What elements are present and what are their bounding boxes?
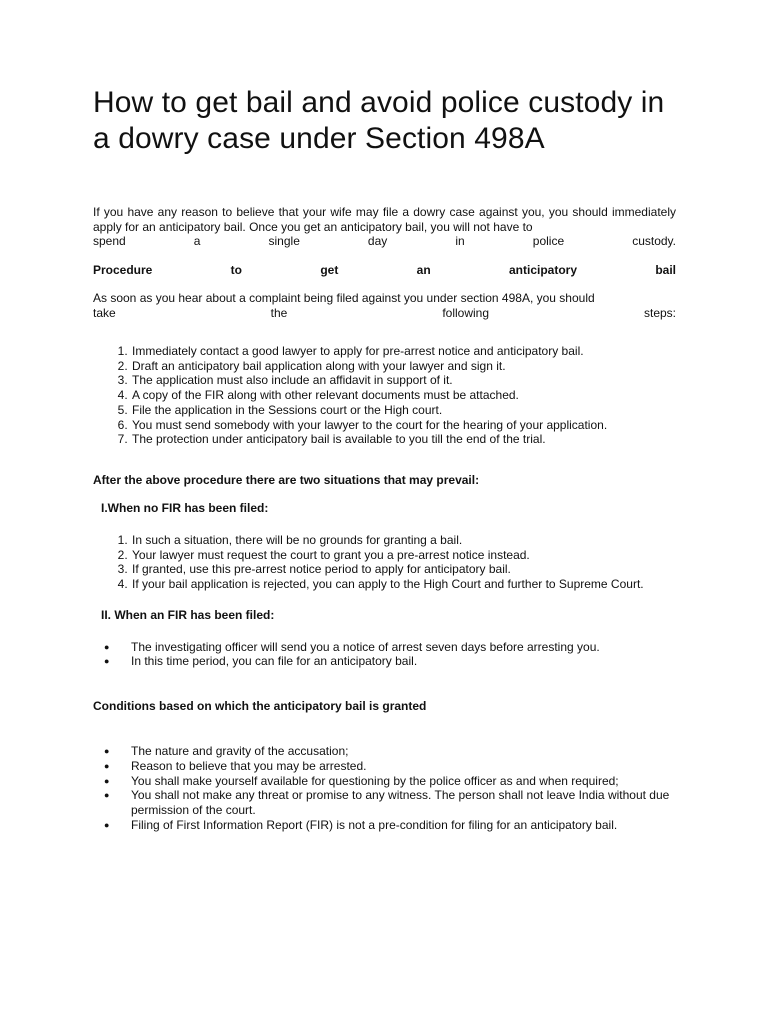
conditions-list: [93, 744, 676, 832]
procedure-heading: Procedure to get an anticipatory bail: [93, 262, 676, 277]
conditions-heading: Conditions based on which the anticipatory bail is granted: [93, 699, 427, 714]
list-item: 4. If your bail application is rejected, you can apply to the High Court and further to Supreme Court.: [131, 577, 676, 592]
bullet-icon: ●: [104, 656, 110, 667]
list-item-text: Filing of First Information Report (FIR) is not a pre-condition for filing for an anticipatory bail.: [131, 817, 618, 832]
list-item-text: Reason to believe that you may be arrested.: [131, 758, 367, 773]
soon-text: As soon as you hear about a complaint being filed against you under section 498A, you should: [93, 291, 595, 305]
list-item: 6. You must send somebody with your lawyer to the court for the hearing of your application.: [131, 418, 676, 433]
no-fir-heading: I.When no FIR has been filed:: [101, 500, 269, 515]
intro-text-last-line: spend a single day in police custody.: [93, 234, 676, 248]
fir-filed-heading: II. When an FIR has been filed:: [101, 607, 275, 622]
list-item: 1. Immediately contact a good lawyer to apply for pre-arrest notice and anticipatory bail.: [131, 344, 676, 359]
intro-paragraph: [93, 205, 676, 249]
intro-text: If you have any reason to believe that your wife may file a dowry case against you, you should immediately apply for an anticipatory bail. Once you get an anticipatory bail, you will not have to: [93, 205, 676, 234]
list-item: 3. The application must also include an affidavit in support of it.: [131, 373, 676, 388]
soon-paragraph: [93, 291, 676, 320]
page-title: How to get bail and avoid police custody in a dowry case under Section 498A: [93, 86, 665, 155]
list-item: 1. In such a situation, there will be no grounds for granting a bail.: [131, 533, 676, 548]
list-item: [104, 788, 676, 817]
bullet-icon: ●: [104, 775, 110, 786]
list-item-text: You shall make yourself available for questioning by the police officer as and when required;: [131, 773, 619, 788]
list-item: 2. Draft an anticipatory bail application along with your lawyer and sign it.: [131, 359, 676, 374]
fir-filed-list: [93, 640, 676, 669]
steps-list: [93, 344, 676, 447]
list-item: 3. If granted, use this pre-arrest notice period to apply for anticipatory bail.: [131, 562, 676, 577]
bullet-icon: ●: [104, 760, 110, 771]
no-fir-list: [93, 533, 676, 592]
list-item: [104, 639, 676, 655]
list-item: 5. File the application in the Sessions court or the High court.: [131, 403, 676, 418]
list-item: 2. Your lawyer must request the court to grant you a pre-arrest notice instead.: [131, 548, 676, 563]
list-item-text: In this time period, you can file for an anticipatory bail.: [131, 654, 418, 669]
list-item-text: The nature and gravity of the accusation;: [131, 744, 349, 759]
bullet-icon: ●: [104, 819, 110, 830]
after-procedure-heading: After the above procedure there are two situations that may prevail:: [93, 472, 480, 487]
list-item: [104, 758, 676, 774]
list-item: [104, 654, 676, 669]
list-item: [104, 744, 676, 759]
bullet-icon: ●: [104, 746, 110, 757]
list-item-text: The investigating officer will send you a notice of arrest seven days before arresting you.: [131, 639, 600, 654]
soon-text-last-line: take the following steps:: [93, 305, 676, 320]
bullet-icon: ●: [104, 641, 110, 652]
list-item: [104, 773, 676, 789]
bullet-icon: ●: [104, 790, 110, 801]
list-item-text: You shall not make any threat or promise to any witness. The person shall not leave India without due permission of the court.: [131, 788, 670, 817]
list-item: [104, 817, 676, 833]
list-item: 7. The protection under anticipatory bail is available to you till the end of the trial.: [131, 432, 676, 447]
list-item: 4. A copy of the FIR along with other relevant documents must be attached.: [131, 388, 676, 403]
